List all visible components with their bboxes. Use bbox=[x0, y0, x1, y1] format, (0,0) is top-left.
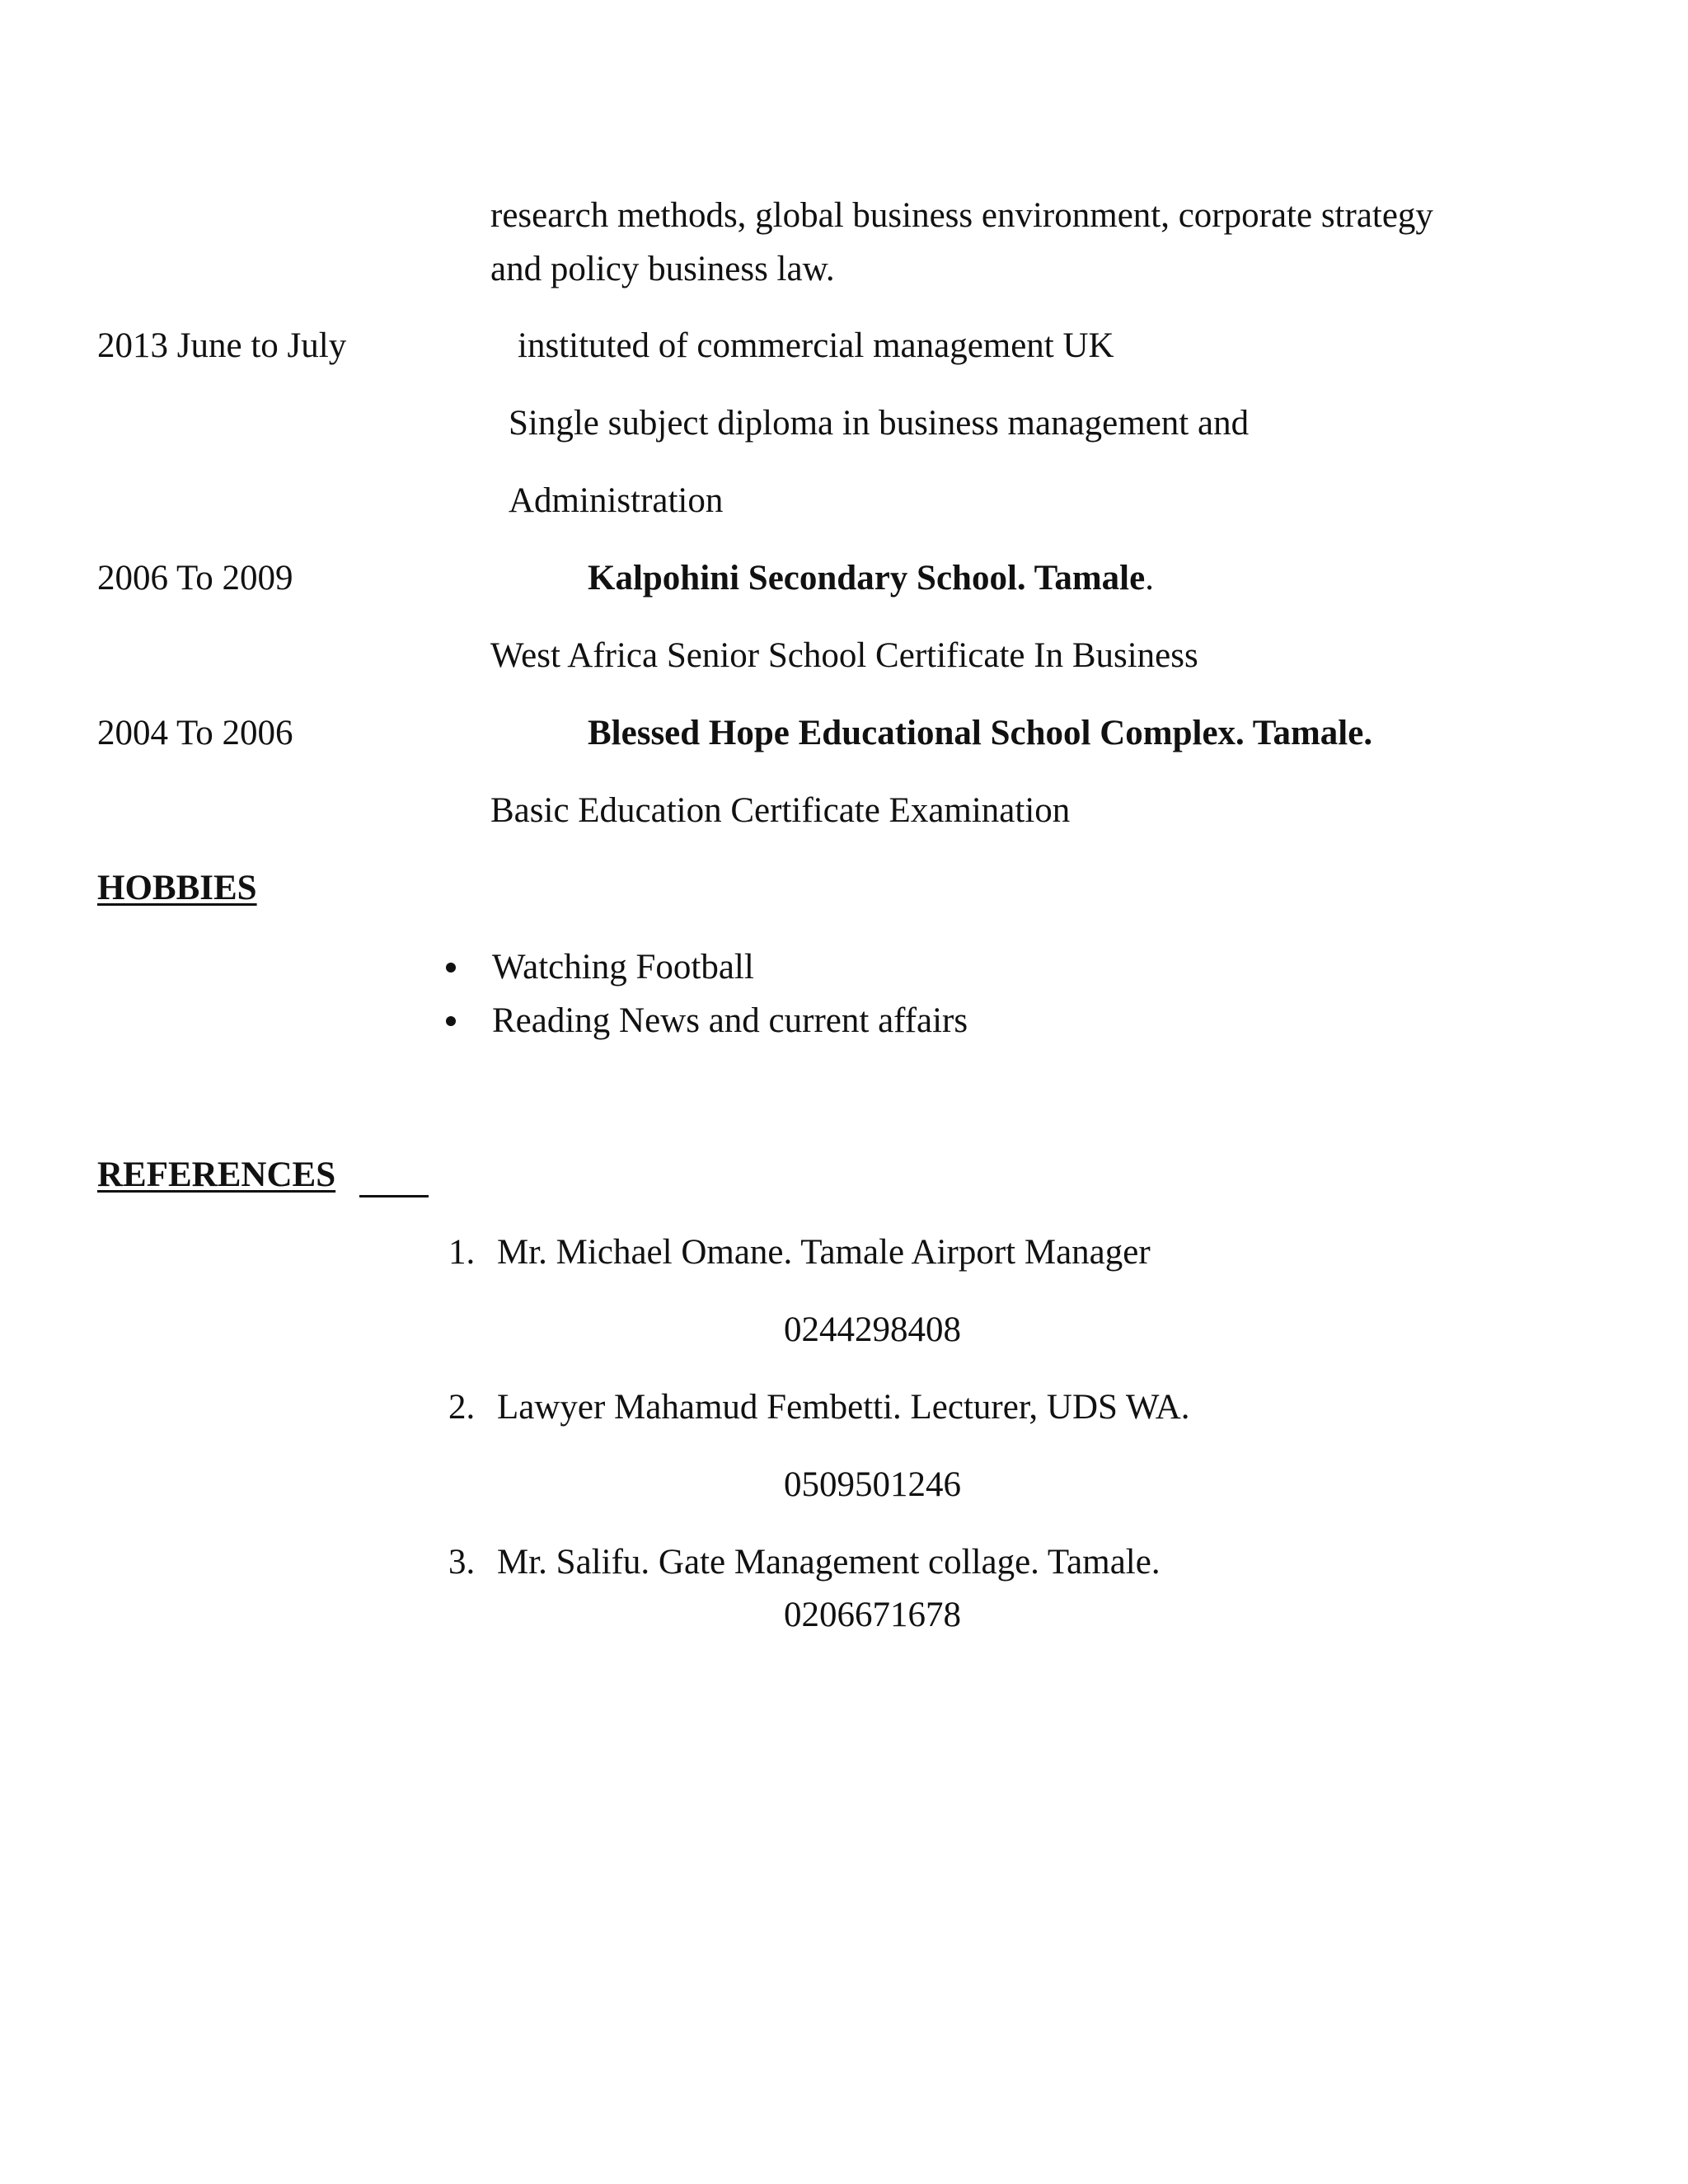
education-date-2004: 2004 To 2006 bbox=[97, 714, 293, 752]
education-continued-line-2: and policy business law. bbox=[490, 250, 835, 288]
bullet-icon bbox=[446, 963, 456, 972]
references-heading-underline bbox=[359, 1195, 429, 1197]
education-institution-icm: instituted of commercial management UK bbox=[518, 326, 1114, 365]
hobby-item-football: Watching Football bbox=[492, 948, 754, 987]
reference-number-1: 1. bbox=[448, 1233, 476, 1272]
education-continued-line-1: research methods, global business environment, corporate strategy bbox=[490, 196, 1433, 235]
education-detail-blessed-hope: Basic Education Certificate Examination bbox=[490, 791, 1071, 830]
education-institution-kalpohini-suffix: . bbox=[1145, 559, 1154, 598]
reference-number-2: 2. bbox=[448, 1388, 476, 1427]
education-institution-kalpohini bbox=[588, 560, 1154, 596]
reference-name-2: Lawyer Mahamud Fembetti. Lecturer, UDS WA. bbox=[497, 1388, 1190, 1427]
education-detail-kalpohini: West Africa Senior School Certificate In Business bbox=[490, 636, 1198, 675]
education-institution-blessed-hope: Blessed Hope Educational School Complex. Tamale. bbox=[588, 714, 1373, 752]
reference-number-3: 3. bbox=[448, 1543, 476, 1582]
hobby-item-news: Reading News and current affairs bbox=[492, 1001, 968, 1040]
reference-name-3: Mr. Salifu. Gate Management collage. Tamale. bbox=[497, 1543, 1160, 1582]
education-detail-icm-2: Administration bbox=[509, 481, 724, 520]
education-detail-icm-1: Single subject diploma in business management and bbox=[509, 404, 1250, 443]
education-institution-kalpohini-name: Kalpohini Secondary School. Tamale bbox=[588, 559, 1146, 598]
education-date-2013: 2013 June to July bbox=[97, 326, 347, 365]
reference-phone-3: 0206671678 bbox=[784, 1596, 961, 1634]
reference-phone-1: 0244298408 bbox=[784, 1310, 961, 1349]
education-date-2006: 2006 To 2009 bbox=[97, 559, 293, 598]
hobbies-heading: HOBBIES bbox=[97, 869, 257, 907]
reference-name-1: Mr. Michael Omane. Tamale Airport Manager bbox=[497, 1233, 1151, 1272]
references-heading: REFERENCES bbox=[97, 1155, 336, 1194]
reference-phone-2: 0509501246 bbox=[784, 1465, 961, 1504]
bullet-icon bbox=[446, 1016, 456, 1026]
